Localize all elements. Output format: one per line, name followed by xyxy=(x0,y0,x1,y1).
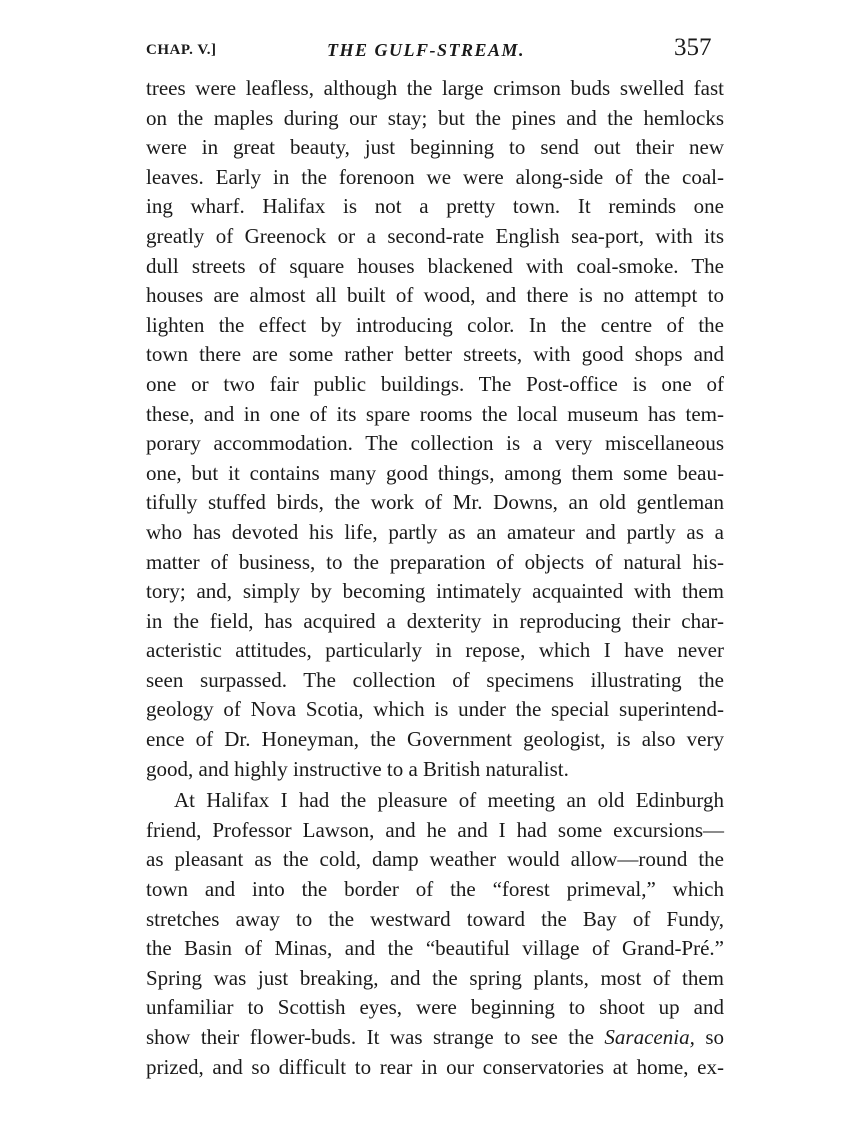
text-line: friend, Professor Lawson, and he and I had some excursions— xyxy=(146,817,724,842)
text-line-with-italic xyxy=(146,1023,724,1053)
text-line: one, but it contains many good things, among them some beau- xyxy=(146,460,724,485)
text-line: ence of Dr. Honeyman, the Government geologist, is also very xyxy=(146,727,724,752)
text-line: on the maples during our stay; but the pines and the hemlocks xyxy=(146,105,724,130)
text-line: Spring was just breaking, and the spring plants, most of them xyxy=(146,965,724,990)
text-line: these, and in one of its spare rooms the local museum has tem- xyxy=(146,401,724,426)
text-line: greatly of Greenock or a second-rate English sea-port, with its xyxy=(146,223,724,248)
text-line: tifully stuffed birds, the work of Mr. Downs, an old gentleman xyxy=(146,490,724,515)
text-line: acteristic attitudes, particularly in repose, which I have never xyxy=(146,638,724,663)
running-title: THE GULF-STREAM. xyxy=(326,40,526,60)
text-line: geology of Nova Scotia, which is under the special superintend- xyxy=(146,697,724,722)
text-line: the Basin of Minas, and the “beautiful village of Grand-Pré.” xyxy=(146,936,724,961)
text-line: dull streets of square houses blackened with coal-smoke. The xyxy=(146,253,724,278)
chapter-label: CHAP. V.] xyxy=(146,42,217,58)
running-header xyxy=(0,36,852,72)
text-line: as pleasant as the cold, damp weather would allow—round the xyxy=(146,847,724,872)
text-segment: show their flower-buds. It was strange to see the xyxy=(146,1025,605,1049)
text-line: good, and highly instructive to a British naturalist. xyxy=(146,756,569,781)
text-line: stretches away to the westward toward the Bay of Fundy, xyxy=(146,906,724,931)
text-line: seen surpassed. The collection of specimens illustrating the xyxy=(146,667,724,692)
text-line: leaves. Early in the forenoon we were along-side of the coal- xyxy=(146,164,724,189)
text-line: matter of business, to the preparation of objects of natural his- xyxy=(146,549,724,574)
text-line: ing wharf. Halifax is not a pretty town. It reminds one xyxy=(146,194,724,219)
text-line: who has devoted his life, partly as an amateur and partly as a xyxy=(146,519,724,544)
text-line: houses are almost all built of wood, and there is no attempt to xyxy=(146,283,724,308)
text-line: tory; and, simply by becoming intimately acquainted with them xyxy=(146,579,724,604)
page-number: 357 xyxy=(674,34,712,61)
text-line: prized, and so difficult to rear in our conservatories at home, ex- xyxy=(146,1054,724,1079)
body-text xyxy=(146,74,724,1082)
italic-term: Saracenia, xyxy=(604,1025,695,1049)
text-line: unfamiliar to Scottish eyes, were beginning to shoot up and xyxy=(146,995,724,1020)
text-line: in the field, has acquired a dexterity in reproducing their char- xyxy=(146,608,724,633)
text-line: lighten the effect by introducing color. In the centre of the xyxy=(146,312,724,337)
text-line: were in great beauty, just beginning to send out their new xyxy=(146,135,724,160)
paragraph-2 xyxy=(146,786,724,1082)
text-line: town there are some rather better streets, with good shops and xyxy=(146,342,724,367)
text-line: one or two fair public buildings. The Post-office is one of xyxy=(146,371,724,396)
paragraph-1 xyxy=(146,74,724,784)
text-line: town and into the border of the “forest primeval,” which xyxy=(146,877,724,902)
text-line: porary accommodation. The collection is a very miscellaneous xyxy=(146,431,724,456)
text-line: At Halifax I had the pleasure of meeting an old Edinburgh xyxy=(174,788,724,813)
text-segment: so xyxy=(694,1025,724,1049)
text-line: trees were leafless, although the large crimson buds swelled fast xyxy=(146,76,724,100)
